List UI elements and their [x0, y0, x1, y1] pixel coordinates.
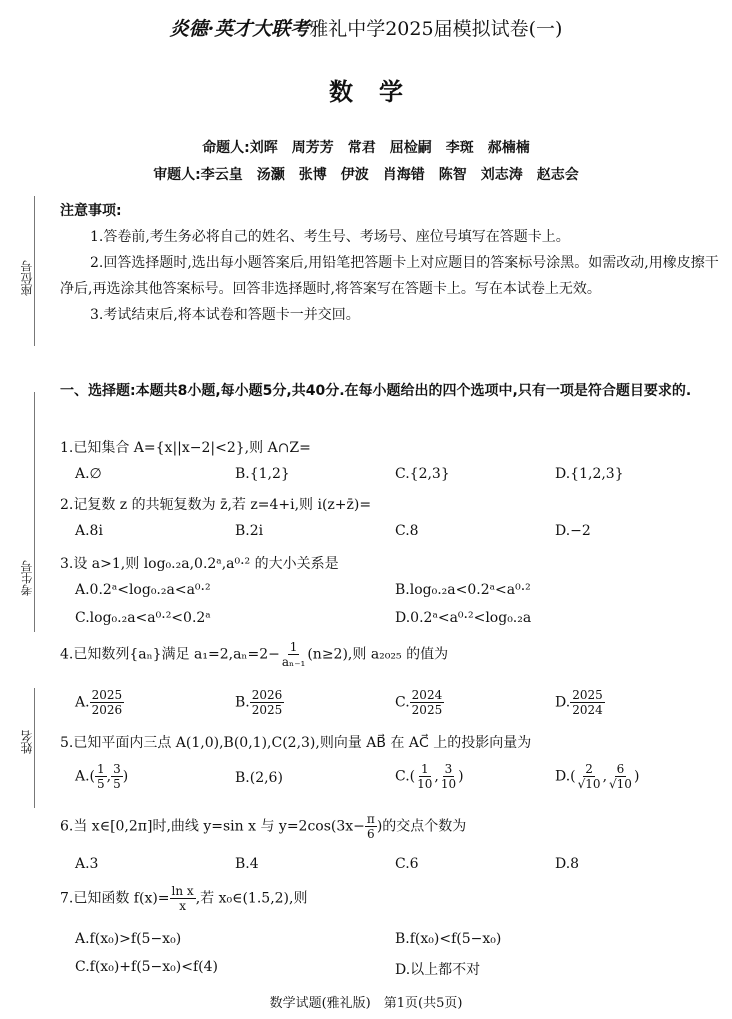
- q7-fraction-num: ln x: [171, 884, 194, 898]
- question-4-stem: [60, 640, 722, 669]
- question-3-stem: 3.设 a>1,则 log₀.₂a,0.2ᵃ,a⁰·² 的大小关系是: [60, 556, 339, 572]
- q4-stem-end: (n≥2),则 a₂₀₂₅ 的值为: [307, 646, 449, 663]
- q2-option-c: C.8: [395, 523, 419, 539]
- question-6-stem: [60, 812, 722, 841]
- q5-a-n2: 3: [113, 762, 121, 776]
- question-6-options: [75, 856, 725, 878]
- q1-option-a: A.∅: [75, 466, 102, 482]
- q5-a-label: A.(: [75, 768, 96, 785]
- q3-option-c: C.log₀.₂a<a⁰·²<0.2ᵃ: [75, 610, 211, 626]
- q6-fraction-num: π: [366, 812, 375, 826]
- q5-c-n2: 3: [444, 762, 453, 776]
- q5-d-frac2: [607, 762, 634, 791]
- q4-option-c-label: C.: [395, 694, 410, 711]
- q4-option-c: [395, 688, 444, 717]
- q1-option-b: B.{1,2}: [235, 466, 290, 482]
- q5-a-d2: 5: [113, 777, 121, 791]
- q3-option-a: A.0.2ᵃ<log₀.₂a<a⁰·²: [75, 582, 211, 598]
- q4-a-num: 2025: [91, 688, 123, 702]
- q5-option-b: B.(2,6): [235, 770, 283, 786]
- q6-option-b: B.4: [235, 856, 259, 872]
- page-footer: 数学试题(雅礼版) 第1页(共5页): [269, 996, 463, 1011]
- question-1-options: [75, 466, 725, 488]
- q5-a-d1: 5: [97, 777, 105, 791]
- q5-c-d1: 10: [417, 777, 433, 791]
- section-heading: 一、选择题:本题共8小题,每小题5分,共40分.在每小题给出的四个选项中,只有一项是符合题目要求的.: [60, 383, 692, 399]
- exam-no-line: [34, 392, 35, 632]
- q4-d-den: 2024: [572, 703, 603, 717]
- q6-option-c: C.6: [395, 856, 419, 872]
- q4-option-b-label: B.: [235, 694, 250, 711]
- q4-a-den: 2026: [91, 703, 123, 717]
- question-7-options-row2: [75, 959, 725, 981]
- question-2-options: [75, 523, 725, 545]
- exam-no-label: 考生号: [20, 560, 34, 596]
- question-2-stem: 2.记复数 z 的共轭复数为 z̄,若 z=4+i,则 i(z+z̄)=: [60, 497, 372, 513]
- q5-c-label: C.(: [395, 768, 416, 785]
- q4-option-c-frac: [410, 688, 445, 717]
- q4-stem-start: 4.已知数列{aₙ}满足 a₁=2,aₙ=2−: [60, 646, 280, 663]
- q5-a-sep: ,: [106, 768, 112, 785]
- q7-fraction-den: x: [179, 899, 187, 913]
- q5-c-d2: 10: [440, 777, 457, 791]
- q2-option-b: B.2i: [235, 523, 264, 539]
- q5-c-frac1: [415, 762, 434, 791]
- exam-title: [0, 14, 732, 41]
- q5-d-close: ): [633, 768, 640, 785]
- q4-option-b-frac: [250, 688, 285, 717]
- q5-a-n1: 1: [97, 762, 105, 776]
- q4-option-d: [555, 688, 605, 717]
- seat-label: 座位号: [20, 260, 34, 296]
- q6-option-a: A.3: [75, 856, 99, 872]
- exam-title-rest: 雅礼中学2025届模拟试卷(一): [309, 18, 563, 40]
- q4-fraction-den: aₙ₋₁: [281, 655, 306, 669]
- q4-option-a: [75, 688, 124, 717]
- q4-option-d-frac: [570, 688, 605, 717]
- q7-fraction: [170, 884, 196, 913]
- question-7-stem: [60, 884, 722, 913]
- q1-option-c: C.{2,3}: [395, 466, 450, 482]
- subject-title: 数学: [329, 77, 429, 106]
- q7-option-c: C.f(x₀)+f(5−x₀)<f(4): [75, 959, 219, 975]
- question-3-options-row2: [75, 610, 725, 632]
- name-label: 姓名: [20, 730, 34, 754]
- q4-c-den: 2025: [411, 703, 443, 717]
- q4-option-d-label: D.: [555, 694, 571, 711]
- q4-option-b: [235, 688, 284, 717]
- q5-option-a: [75, 762, 128, 791]
- q7-option-a: A.f(x₀)>f(5−x₀): [75, 931, 182, 947]
- q4-c-num: 2024: [411, 688, 443, 702]
- notice-heading: 注意事项:: [60, 203, 122, 219]
- q5-c-frac2: [439, 762, 458, 791]
- q5-c-sep: ,: [434, 768, 439, 785]
- q6-stem-end: )的交点个数为: [376, 818, 467, 835]
- q7-stem-start: 7.已知函数 f(x)=: [60, 890, 170, 907]
- q5-d-n1: 2: [585, 762, 593, 776]
- q7-option-b: B.f(x₀)<f(5−x₀): [395, 931, 502, 947]
- q5-a-close: ): [122, 768, 129, 785]
- q5-d-d1: √10: [577, 777, 601, 791]
- q3-option-d: D.0.2ᵃ<a⁰·²<log₀.₂a: [395, 610, 532, 626]
- question-5-options: [75, 762, 725, 798]
- notice-body: [60, 224, 720, 328]
- q4-option-a-label: A.: [75, 694, 90, 711]
- q5-d-label: D.(: [555, 768, 576, 785]
- notice-item-1: 1.答卷前,考生务必将自己的姓名、考生号、考场号、座位号填写在答题卡上。: [90, 229, 570, 245]
- q5-option-c: [395, 762, 464, 791]
- exam-title-brand: 炎德·英才大联考: [169, 18, 310, 40]
- q6-stem-start: 6.当 x∈[0,2π]时,曲线 y=sin x 与 y=2cos(3x−: [60, 818, 365, 835]
- question-3-options-row1: [75, 582, 725, 604]
- q5-a-frac2: [111, 762, 123, 791]
- q7-stem-end: ,若 x₀∈(1.5,2),则: [195, 890, 308, 907]
- q5-c-close: ): [458, 768, 464, 785]
- q4-fraction-num: 1: [289, 640, 298, 654]
- q6-option-d: D.8: [555, 856, 580, 872]
- q4-b-den: 2025: [251, 703, 283, 717]
- q4-fraction: [280, 640, 308, 669]
- q4-b-num: 2026: [251, 688, 283, 702]
- q5-d-d2: √10: [609, 777, 632, 791]
- q5-c-n1: 1: [420, 762, 429, 776]
- q5-d-n2: 6: [616, 762, 625, 776]
- q5-d-sep: ,: [602, 768, 608, 785]
- q4-d-num: 2025: [572, 688, 603, 702]
- setters-line: 命题人:刘晖 周芳芳 常君 屈检嗣 李斑 郝楠楠: [202, 140, 530, 156]
- question-4-options: [75, 688, 725, 722]
- q5-d-frac1: [576, 762, 603, 791]
- q7-option-d: D.以上都不对: [395, 962, 481, 978]
- question-5-stem: 5.已知平面内三点 A(1,0),B(0,1),C(2,3),则向量 AB⃗ 在 AC⃗ 上的投影向量为: [60, 735, 532, 751]
- q2-option-a: A.8i: [75, 523, 103, 539]
- q3-option-b: B.log₀.₂a<0.2ᵃ<a⁰·²: [395, 582, 531, 598]
- notice-item-3: 3.考试结束后,将本试卷和答题卡一并交回。: [90, 307, 360, 323]
- q5-option-d: [555, 762, 639, 791]
- question-1-stem: 1.已知集合 A={x||x−2|<2},则 A∩Z=: [60, 440, 311, 456]
- reviewers-line: 审题人:李云皇 汤灏 张博 伊波 肖海错 陈智 刘志涛 赵志会: [153, 167, 579, 183]
- q6-fraction: [365, 812, 377, 841]
- q4-option-a-frac: [90, 688, 125, 717]
- q1-option-d: D.{1,2,3}: [555, 466, 624, 482]
- q2-option-d: D.−2: [555, 523, 591, 539]
- notice-item-2: 2.回答选择题时,选出每小题答案后,用铅笔把答题卡上对应题目的答案标号涂黑。如需改动,用橡皮擦干净后,再选涂其他答案标号。回答非选择题时,将答案写在答题卡上。写在本试卷上无效。: [60, 255, 719, 297]
- q5-a-frac1: [95, 762, 107, 791]
- question-7-options-row1: [75, 931, 725, 953]
- q6-fraction-den: 6: [367, 827, 375, 841]
